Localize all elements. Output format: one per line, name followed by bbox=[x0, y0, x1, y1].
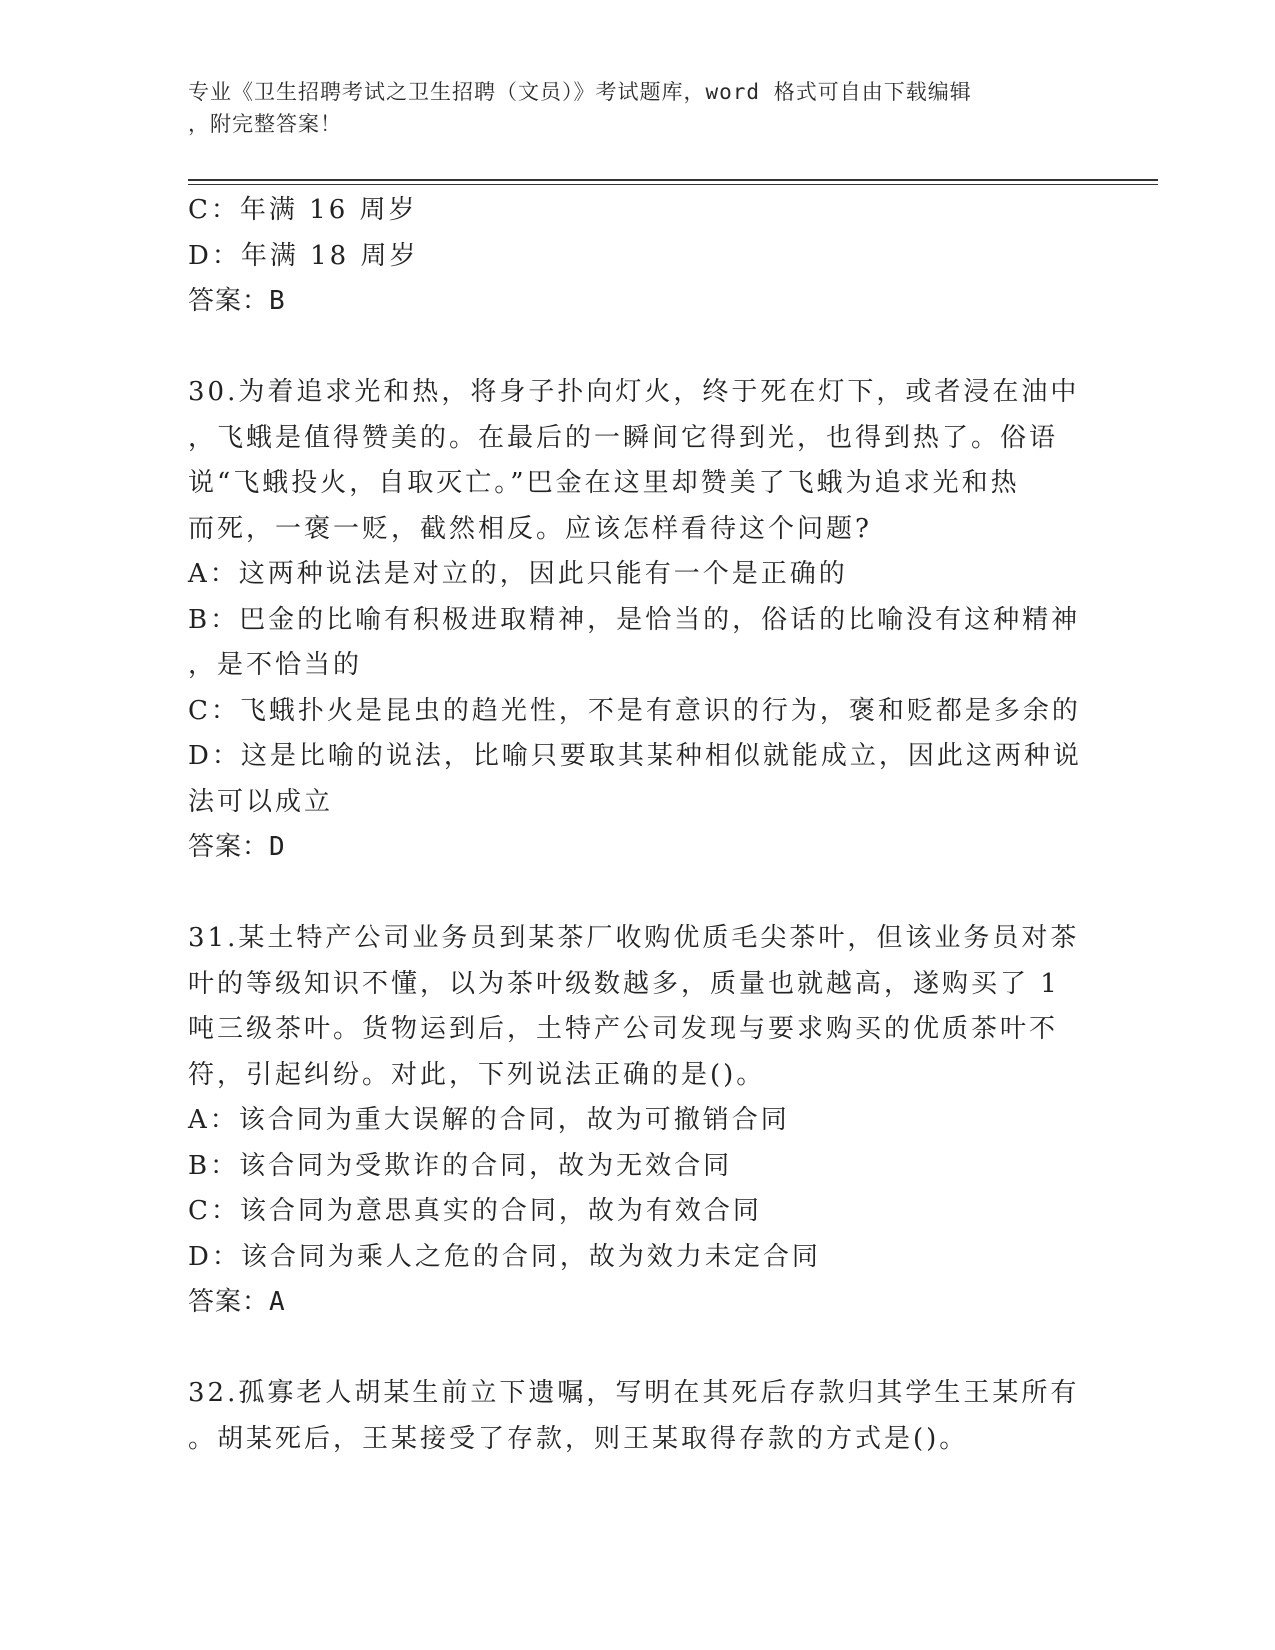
question-stem-line: ，飞蛾是值得赞美的。在最后的一瞬间它得到光，也得到热了。俗语 bbox=[188, 422, 1059, 453]
option-d-continued: 法可以成立 bbox=[188, 786, 334, 817]
question-stem-line: 。胡某死后，王某接受了存款，则王某取得存款的方式是()。 bbox=[188, 1423, 969, 1454]
answer-value: A bbox=[269, 1287, 286, 1317]
header-line-1: 专业《卫生招聘考试之卫生招聘（文员）》考试题库，word 格式可自由下载编辑 bbox=[188, 80, 972, 104]
answer-value: B bbox=[269, 286, 286, 316]
question-stem-line: 30.为着追求光和热，将身子扑向灯火，终于死在灯下，或者浸在油中 bbox=[188, 377, 1080, 407]
question-stem-line: 符，引起纠纷。对此，下列说法正确的是()。 bbox=[188, 1059, 766, 1090]
header-divider-thick bbox=[188, 179, 1158, 181]
option-a: A：这两种说法是对立的，因此只能有一个是正确的 bbox=[188, 559, 848, 589]
option-b: B：该合同为受欺诈的合同，故为无效合同 bbox=[188, 1150, 733, 1181]
answer-value: D bbox=[269, 832, 286, 862]
option-c: C：飞蛾扑火是昆虫的趋光性，不是有意识的行为，褒和贬都是多余的 bbox=[188, 695, 1081, 726]
question-stem-line: 31.某土特产公司业务员到某茶厂收购优质毛尖茶叶，但该业务员对茶 bbox=[188, 923, 1080, 953]
question-32 bbox=[188, 1371, 1088, 1462]
option-b-continued: ，是不恰当的 bbox=[188, 650, 363, 680]
header-line-2: ，附完整答案！ bbox=[188, 112, 342, 136]
document-header bbox=[188, 76, 1088, 140]
question-29-tail bbox=[188, 188, 1088, 325]
question-stem-line: 说“飞蛾投火，自取灭亡。”巴金在这里却赞美了飞蛾为追求光和热 bbox=[188, 468, 1020, 498]
option-c: C：该合同为意思真实的合同，故为有效合同 bbox=[188, 1196, 762, 1226]
question-stem-line: 而死，一褒一贬，截然相反。应该怎样看待这个问题? bbox=[188, 513, 872, 544]
answer-label: 答案： bbox=[188, 832, 270, 862]
spacer bbox=[188, 325, 1088, 371]
question-list bbox=[188, 188, 1088, 1462]
header-divider-thin bbox=[188, 184, 1158, 185]
option-d: D：这是比喻的说法，比喻只要取其某种相似就能成立，因此这两种说 bbox=[188, 741, 1082, 771]
answer-line bbox=[188, 279, 1088, 325]
question-stem-line: 吨三级茶叶。货物运到后，土特产公司发现与要求购买的优质茶叶不 bbox=[188, 1014, 1059, 1044]
spacer bbox=[188, 871, 1088, 917]
option-c: C：年满 16 周岁 bbox=[188, 195, 418, 225]
answer-line bbox=[188, 825, 1088, 871]
option-a: A：该合同为重大误解的合同，故为可撤销合同 bbox=[188, 1105, 790, 1135]
spacer bbox=[188, 1326, 1088, 1372]
option-d: D：年满 18 周岁 bbox=[188, 240, 419, 271]
answer-label: 答案： bbox=[188, 286, 270, 316]
answer-label: 答案： bbox=[188, 1287, 270, 1317]
question-31 bbox=[188, 916, 1088, 1326]
option-d: D：该合同为乘人之危的合同，故为效力未定合同 bbox=[188, 1241, 821, 1272]
question-stem-line: 叶的等级知识不懂，以为茶叶级数越多，质量也就越高，遂购买了 1 bbox=[188, 968, 1060, 999]
question-stem-line: 32.孤寡老人胡某生前立下遗嘱，写明在其死后存款归其学生王某所有 bbox=[188, 1378, 1080, 1408]
question-30 bbox=[188, 370, 1088, 871]
answer-line bbox=[188, 1280, 1088, 1326]
option-b: B：巴金的比喻有积极进取精神，是恰当的，俗话的比喻没有这种精神 bbox=[188, 604, 1081, 635]
